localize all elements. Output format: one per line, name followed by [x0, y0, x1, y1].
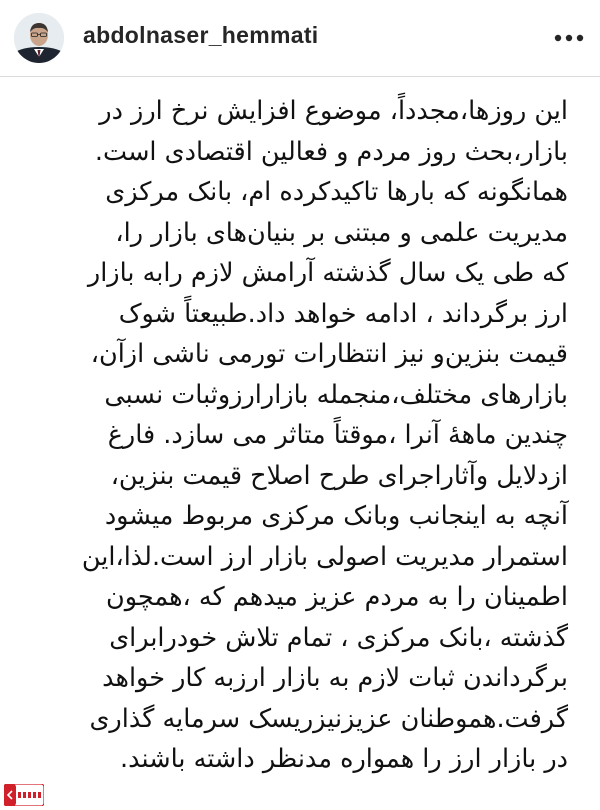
caption-line: بازار،بحث روز مردم و فعالین اقتصادی است. [94, 136, 568, 167]
caption-line: بازارهای مختلف،منجمله بازارارزوثبات نسبی [104, 379, 568, 410]
caption-line: قیمت بنزین‌و نیز انتظارات تورمی ناشی ازآن، [90, 339, 568, 369]
caption-line: همانگونه که بارها تاکیدکرده ام، بانک مرکزی [105, 177, 568, 207]
caption-line: چندین ماههٔ آنرا ،موقتاً متاثر می سازد. فارغ [107, 420, 568, 450]
caption-line: برگرداندن ثبات لازم به بازار ارزبه کار خواهد [102, 663, 568, 693]
caption-line: ارز برگرداند ، ادامه خواهد داد.طبیعتاً شوک [118, 298, 568, 329]
post-header [0, 0, 600, 77]
caption-line: این روزها،مجدداً، موضوع افزایش نرخ ارز در [99, 96, 568, 126]
profile-photo-icon [14, 13, 64, 63]
caption-line: مدیریت علمی و مبتنی بر بنیان‌های بازار را، [115, 217, 568, 248]
caption-line: ازدلایل وآثاراجرای طرح اصلاح قیمت بنزین، [110, 460, 568, 491]
more-options-button[interactable] [552, 24, 586, 52]
caption-line: استمرار مدیریت اصولی بازار ارز است.لذا،این [81, 541, 568, 572]
more-options-icon [552, 24, 586, 52]
watermark-logo [4, 784, 44, 806]
caption-line: گرفت.هموطنان عزیزنیزریسک سرمایه گذاری [89, 703, 568, 734]
caption-line: که طی یک سال گذشته آرامش لازم رابه بازار [87, 258, 568, 288]
caption-line: آنچه به اینجانب وبانک مرکزی مربوط میشود [104, 501, 568, 531]
caption-line: گذشته ،بانک مرکزی ، تمام تلاش خودرابرای [109, 622, 568, 653]
post-caption [0, 77, 600, 809]
avatar[interactable] [14, 13, 64, 63]
username[interactable]: abdolnaser_hemmati [83, 22, 319, 48]
citna-logo-icon [4, 784, 44, 806]
caption-line: در بازار ارز را همواره مدنظر داشته باشند. [120, 744, 568, 774]
caption-line: اطمینان را به مردم عزیز میدهم که ،همچون [106, 582, 568, 612]
